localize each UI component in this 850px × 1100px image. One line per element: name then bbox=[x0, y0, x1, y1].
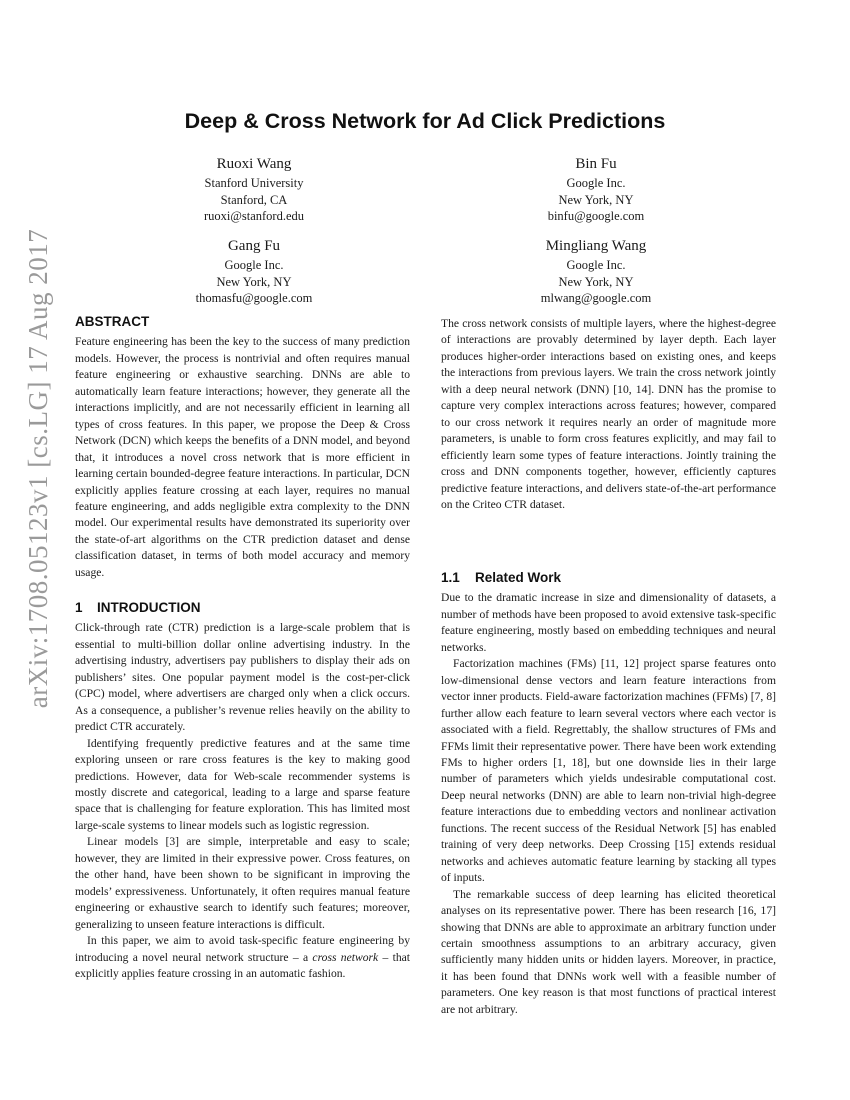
author-email: thomasfu@google.com bbox=[195, 291, 313, 305]
abstract-section bbox=[75, 314, 410, 581]
abstract-heading: ABSTRACT bbox=[75, 314, 150, 329]
author-location: New York, NY bbox=[558, 192, 634, 207]
subsection-number: 1.1 bbox=[441, 570, 460, 585]
paragraph bbox=[75, 933, 410, 982]
paragraph: Factorization machines (FMs) [11, 12] project sparse features onto low-dimensional dense vectors and learn feature interactions from vector inner products. Field-aware factorization machines (FFMs) [7, 8] further allow each feature to learn several vectors where each vector is associated with a field. Regrettably, the shallow structures of FMs and FFMs limit their representative power. There have been work extending FMs to higher orders [1, 18], but one downside lies in their large number of parameters which yields undesirable computational cost. Deep neural networks (DNN) are able to learn non-trivial high-degree feature interactions due to embedding vectors and nonlinear activation functions. The recent success of the Residual Network [5] has enabled training of very deep networks. Deep Crossing [15] extends residual networks and achieves automatic feature learning by stacking all types of inputs. bbox=[441, 657, 776, 885]
author-name: Bin Fu bbox=[575, 156, 617, 172]
paragraph: Click-through rate (CTR) prediction is a large-scale problem that is essential to multi-billion dollar online advertising industry. In the advertising industry, advertisers pay publishers to display their ads on publishers’ sites. One popular payment model is the cost-per-click (CPC) model, where advertisers are charged only when a click occurs. As a consequence, a publisher’s revenue relies heavily on the ability to predict CTR accurately. bbox=[75, 621, 410, 734]
author-name: Mingliang Wang bbox=[545, 238, 647, 254]
author-email: binfu@google.com bbox=[547, 209, 645, 223]
author-affiliation: Google Inc. bbox=[566, 176, 626, 190]
author-block bbox=[134, 154, 374, 225]
intro-continuation bbox=[441, 316, 776, 513]
subsection-heading bbox=[441, 570, 776, 586]
abstract-text: Feature engineering has been the key to the success of many prediction models. However, the process is nontrivial and often requires manual feature engineering or exhaustive searching. DNNs are able to automatically learn feature interactions; however, they generate all the interactions implicitly, and are not necessarily efficient in learning all types of cross features. In this paper, we propose the Deep & Cross Network (DCN) which keeps the benefits of a DNN model, and beyond that, it introduces a novel cross network that is more efficient in learning certain bounded-degree feature interactions. In particular, DCN explicitly applies feature crossing at each layer, requires no manual feature engineering, and adds negligible extra complexity to the DNN model. Our experimental results have demonstrated its superiority over the state-of-art algorithms on the CTR prediction dataset and dense classification dataset, in terms of both model accuracy and memory usage. bbox=[75, 335, 410, 579]
arxiv-side-stamp bbox=[11, 228, 67, 708]
section-heading bbox=[75, 600, 410, 616]
author-block bbox=[134, 236, 374, 307]
author-block bbox=[476, 236, 716, 307]
related-work-section bbox=[441, 570, 776, 1018]
author-location: New York, NY bbox=[558, 274, 634, 289]
section-title: INTRODUCTION bbox=[97, 600, 201, 615]
author-email: ruoxi@stanford.edu bbox=[203, 209, 305, 223]
arxiv-identifier: arXiv:1708.05123v1 [cs.LG] 17 Aug 2017 bbox=[23, 228, 54, 708]
subsection-title: Related Work bbox=[475, 570, 562, 585]
author-affiliation: Stanford University bbox=[204, 176, 304, 190]
section-number: 1 bbox=[75, 600, 83, 615]
author-affiliation: Google Inc. bbox=[224, 258, 284, 272]
author-block bbox=[476, 154, 716, 225]
author-email: mlwang@google.com bbox=[540, 291, 652, 305]
introduction-section bbox=[75, 600, 410, 982]
author-name: Ruoxi Wang bbox=[216, 156, 292, 172]
paragraph: Due to the dramatic increase in size and dimensionality of datasets, a number of methods have been proposed to avoid extensive task-specific feature engineering, mostly based on embedding techniques and neural networks. bbox=[441, 591, 776, 654]
paragraph: The cross network consists of multiple layers, where the highest-degree of interactions are provably determined by layer depth. Each layer produces higher-order interactions based on existing ones, and keeps the interactions from previous layers. We train the cross network jointly with a deep neural network (DNN) [10, 14]. DNN has the promise to capture very complex interactions across features; however, compared to our cross network it requires nearly an order of magnitude more parameters, is unable to form cross features explicitly, and may fail to efficiently learn some types of feature interactions. Jointly training the cross and DNN components together, however, efficiently captures predictive feature interactions, and delivers state-of-the-art performance on the Criteo CTR dataset. bbox=[441, 317, 776, 511]
emphasized-term: cross network bbox=[312, 950, 379, 964]
author-location: Stanford, CA bbox=[220, 192, 288, 207]
author-location: New York, NY bbox=[216, 274, 292, 289]
paragraph-text: In this paper, we aim to avoid task-specific feature engineering by introducing a novel neural network structure – a bbox=[75, 934, 410, 964]
paragraph: The remarkable success of deep learning has elicited theoretical analyses on its representative power. There has been research [16, 17] showing that DNNs are able to approximate an arbitrary function under certain smoothness assumptions to an arbitrary accuracy, given sufficiently many hidden units or hidden layers. Moreover, in practice, it has been found that DNNs work well with a feasible number of parameters. One key reason is that most functions of practical interest are not arbitrary. bbox=[441, 887, 776, 1016]
paragraph: Identifying frequently predictive features and at the same time exploring unseen or rare cross features is the key to making good predictions. However, data for Web-scale recommender systems is mostly discrete and categorical, leading to a large and sparse feature space that is challenging for feature exploration. This has limited most large-scale systems to linear models such as logistic regression. bbox=[75, 736, 410, 832]
paragraph-text: – that explicitly applies feature crossing in an automatic fashion. bbox=[75, 950, 410, 980]
paragraph: Linear models [3] are simple, interpretable and easy to scale; however, they are limited in their expressive power. Cross features, on the other hand, have been shown to be significant in improving the models’ expressiveness. Unfortunately, it often requires manual feature engineering or exhaustive search to identify such features; moreover, generalizing to unseen feature interactions is difficult. bbox=[75, 835, 410, 931]
author-affiliation: Google Inc. bbox=[566, 258, 626, 272]
author-name: Gang Fu bbox=[227, 238, 281, 254]
paper-title: Deep & Cross Network for Ad Click Predictions bbox=[184, 109, 666, 133]
